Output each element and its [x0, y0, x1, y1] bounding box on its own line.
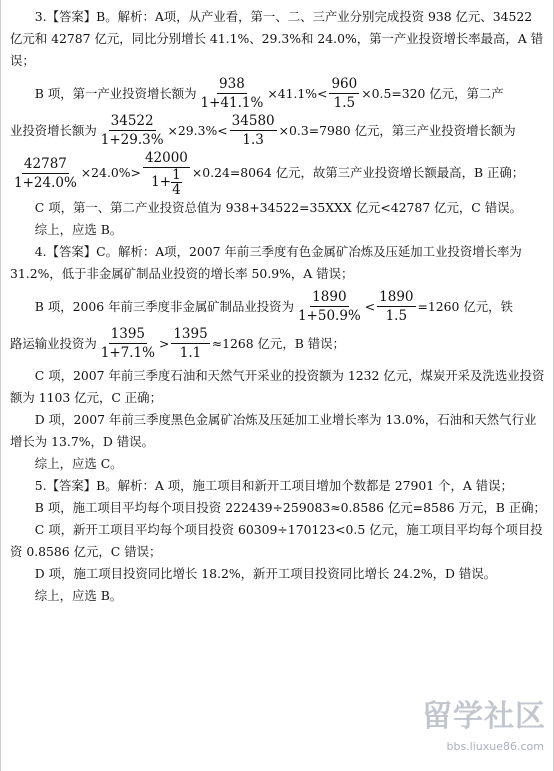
q3-b1-mid: ×41.1%<	[267, 85, 328, 101]
q3-frac-2-den: 1.5	[333, 95, 356, 111]
q4-d: D 项，2007 年前三季度黑色金属矿冶炼及压延加工业增长率为 13.0%，石油和天然气行业增长为 13.7%，D 错误。	[10, 412, 537, 449]
watermark-logo: 留学社区	[422, 699, 546, 734]
q3-b1-post: ×0.5=320 亿元，第二产	[361, 85, 504, 101]
q3-head: 3.【答案】B。解析：A项，从产业看，第一、二、三产业分别完成投资 938 亿元、34522 亿元和 42787 亿元，同比分别增长 41.1%、29.3%和 24.0%，第一产业投资增长率最高，A 错误；	[10, 9, 544, 68]
q4-frac-4-num: 1395	[173, 326, 208, 342]
q4-b2-post: ≈1268 亿元，B 错误；	[211, 335, 345, 351]
q5-head: 5.【答案】B。解析：A 项，施工项目和新开工项目增加个数都是 27901 个，A 错误；	[34, 478, 513, 493]
q4-b1-post: =1260 亿元，铁	[417, 298, 513, 314]
q3-frac-4	[230, 112, 277, 149]
q3-frac-5-num: 42787	[23, 155, 67, 172]
q3-frac-6-num: 42000	[144, 150, 188, 166]
q3-frac-6-den-pre: 1+	[151, 174, 172, 190]
q3-b2-post: ×0.3=7980 亿元，第三产业投资增长额为	[278, 122, 516, 138]
q4-b1-pre: B 项，2006 年前三季度非金属矿制品业投资为	[34, 298, 294, 314]
q4-frac-3-num: 1395	[110, 326, 146, 342]
q3-frac-6	[143, 149, 190, 197]
q4-frac-4	[171, 325, 209, 362]
q3-frac-1	[199, 75, 266, 112]
q3-b2-pre: 业投资增长额为	[10, 122, 97, 138]
q4-frac-2-den: 1.5	[385, 308, 408, 324]
q4-c: C 项，2007 年前三季度石油和天然气开采业的投资额为 1232 亿元，煤炭开采及洗选业投资额为 1103 亿元，C 正确；	[10, 368, 545, 405]
q3-frac-2-num: 960	[331, 76, 358, 92]
q3-frac-3	[99, 112, 166, 149]
q4-frac-1	[296, 288, 363, 325]
q3-frac-4-num: 34580	[231, 113, 275, 129]
q3-b3-mid: ×24.0%>	[80, 165, 141, 180]
q4-frac-1-den: 1+50.9%	[297, 308, 361, 324]
q4-b1-mid: <	[364, 298, 376, 314]
q5-d: D 项，施工项目投资同比增长 18.2%，新开工项目投资同比增长 24.2%，D 错误。	[34, 566, 497, 581]
q3-summary: 综上，应选 B。	[34, 222, 123, 237]
q3-b2-mid: ×29.3%<	[167, 122, 228, 138]
q4-frac-3	[99, 325, 157, 362]
q3-frac-3-num: 34522	[110, 113, 154, 129]
q3-frac-6-inner	[171, 168, 182, 197]
q3-b-line2	[10, 112, 546, 149]
q3-b1-pre: B 项，第一产业投资增长额为	[34, 85, 197, 101]
q3-frac-6-inner-num: 1	[172, 167, 181, 183]
q3-b-line3	[10, 149, 546, 197]
q4-frac-3-den: 1+7.1%	[100, 345, 155, 361]
q5-summary: 综上，应选 B。	[34, 588, 123, 603]
q4-frac-1-num: 1890	[312, 289, 347, 305]
q4-summary: 综上，应选 C。	[34, 456, 123, 471]
q3-c: C 项，第一、第二产业投资总值为 938+34522=35XXX 亿元<42787 亿元，C 错误。	[34, 200, 522, 215]
q4-frac-2-num: 1890	[379, 289, 414, 305]
q4-frac-2	[377, 288, 415, 325]
q4-head: 4.【答案】C。解析：A项，2007 年前三季度有色金属矿冶炼及压延加工业投资增长率为 31.2%，低于非金属矿制品业投资的增长率 50.9%，A 错误；	[10, 244, 522, 281]
q3-frac-1-den: 1+41.1%	[200, 95, 264, 111]
q3-frac-2	[329, 75, 359, 112]
q4-b2-pre: 路运输业投资为	[10, 335, 97, 351]
q3-frac-4-den: 1.3	[242, 132, 264, 148]
q3-frac-6-inner-den: 4	[172, 182, 181, 198]
q3-frac-5	[12, 155, 79, 192]
q3-frac-5-den: 1+24.0%	[14, 174, 77, 191]
q3-frac-3-den: 1+29.3%	[100, 132, 164, 148]
watermark-url: bbs.liuxue86.com	[446, 740, 544, 753]
q4-frac-4-den: 1.1	[179, 345, 202, 361]
q5-b: B 项，施工项目平均每个项目投资 222439÷259083≈0.8586 亿元=8586 万元，B 正确；	[34, 500, 546, 515]
q3-frac-6-den	[149, 168, 184, 197]
q4-b-line2	[10, 325, 546, 362]
q4-b2-mid: >	[158, 335, 170, 351]
q3-b-line1	[10, 75, 546, 112]
q4-b-line1	[10, 288, 546, 325]
q3-b3-post: ×0.24=8064 亿元，故第三产业投资增长额最高，B 正确；	[191, 165, 525, 180]
q5-c: C 项，新开工项目平均每个项目投资 60309÷170123<0.5 亿元，施工项目平均每个项目投资 0.8586 亿元，C 错误；	[10, 522, 543, 559]
q3-frac-1-num: 938	[219, 76, 245, 92]
